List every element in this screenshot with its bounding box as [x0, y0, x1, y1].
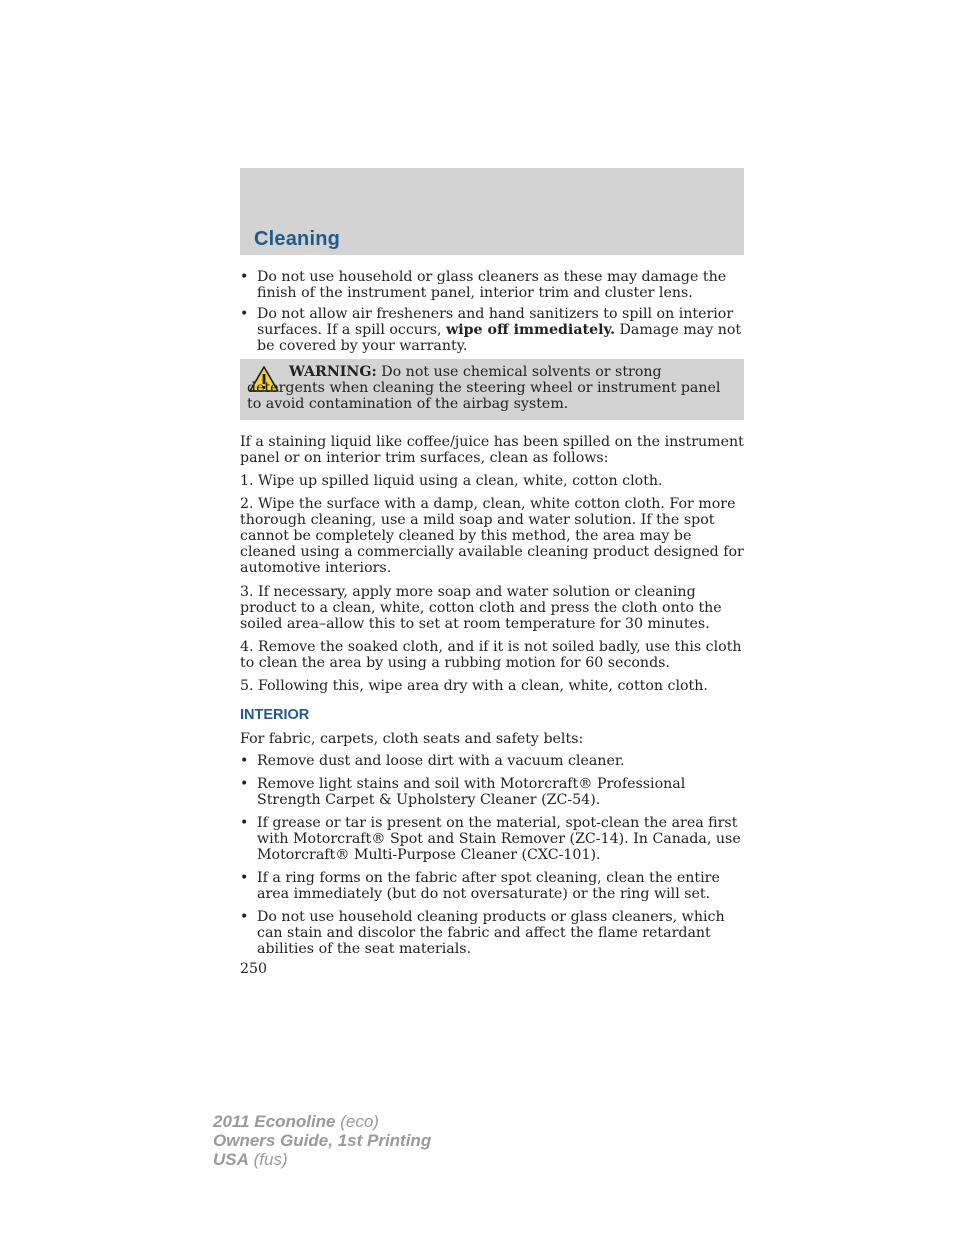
- section-header-band: [240, 168, 744, 255]
- footer-edition: Owners Guide, 1st Printing: [213, 1131, 432, 1150]
- list-item: • If a ring forms on the fabric after spot cleaning, clean the entire area immediately (but do not oversaturate) or the ring will set.: [240, 870, 744, 902]
- interior-bullet-list: [240, 753, 744, 957]
- step-4: 4. Remove the soaked cloth, and if it is not soiled badly, use this cloth to clean the area by using a rubbing motion for 60 seconds.: [240, 639, 742, 671]
- document-footer: [213, 1112, 431, 1169]
- footer-line-2: [213, 1131, 431, 1150]
- warning-label: WARNING:: [289, 364, 377, 380]
- list-item-text: Do not allow air fresheners and hand sanitizers to spill on interior surfaces. If a spill occurs,: [257, 306, 734, 338]
- footer-model-code: (eco): [335, 1112, 379, 1131]
- warning-box: [240, 359, 744, 420]
- warning-text: [247, 364, 739, 412]
- emphasis-text: wipe off immediately.: [446, 322, 616, 338]
- footer-line-3: [213, 1150, 431, 1169]
- step-1: 1. Wipe up spilled liquid using a clean, white, cotton cloth.: [240, 473, 663, 489]
- footer-model: 2011 Econoline: [213, 1112, 336, 1131]
- interior-intro: For fabric, carpets, cloth seats and safety belts:: [240, 731, 584, 747]
- list-item: • Do not use household cleaning products or glass cleaners, which can stain and discolor the fabric and affect the flame retardant abilities of the seat materials.: [240, 909, 744, 957]
- page-number: 250: [240, 961, 268, 977]
- list-item: • Remove light stains and soil with Motorcraft® Professional Strength Carpet & Upholstery Cleaner (ZC-54).: [240, 776, 744, 808]
- footer-line-1: [213, 1112, 431, 1131]
- footer-region: USA: [213, 1150, 249, 1169]
- list-item: • If grease or tar is present on the material, spot-clean the area first with Motorcraft® Spot and Stain Remover (ZC-14). In Canada, use Motorcraft® Multi-Purpose Cleaner (CXC-101).: [240, 815, 744, 863]
- step-2: 2. Wipe the surface with a damp, clean, white cotton cloth. For more thorough cleaning, use a mild soap and water solution. If the spot cannot be completely cleaned by this method, the area may be cleaned using a commercially available cleaning product designed for automotive interiors.: [240, 496, 744, 576]
- list-item: • Do not use household or glass cleaners as these may damage the finish of the instrument panel, interior trim and cluster lens.: [240, 269, 744, 301]
- list-item-text: Damage may not be covered by your warranty.: [257, 322, 742, 354]
- top-bullet-list: [240, 269, 744, 354]
- interior-heading: INTERIOR: [240, 707, 310, 723]
- warning-message: Do not use chemical solvents or strong detergents when cleaning the steering wheel or instrument panel to avoid contamination of the airbag system.: [247, 364, 721, 412]
- step-5: 5. Following this, wipe area dry with a clean, white, cotton cloth.: [240, 678, 708, 694]
- list-item: • Remove dust and loose dirt with a vacuum cleaner.: [240, 753, 744, 769]
- intro-paragraph: If a staining liquid like coffee/juice has been spilled on the instrument panel or on interior trim surfaces, clean as follows:: [240, 434, 744, 466]
- step-3: 3. If necessary, apply more soap and water solution or cleaning product to a clean, white, cotton cloth and press the cloth onto the soiled area–allow this to set at room temperature for 30 minutes.: [240, 584, 722, 632]
- section-title: Cleaning: [254, 228, 341, 250]
- footer-region-code: (fus): [248, 1150, 288, 1169]
- list-item: [240, 306, 744, 354]
